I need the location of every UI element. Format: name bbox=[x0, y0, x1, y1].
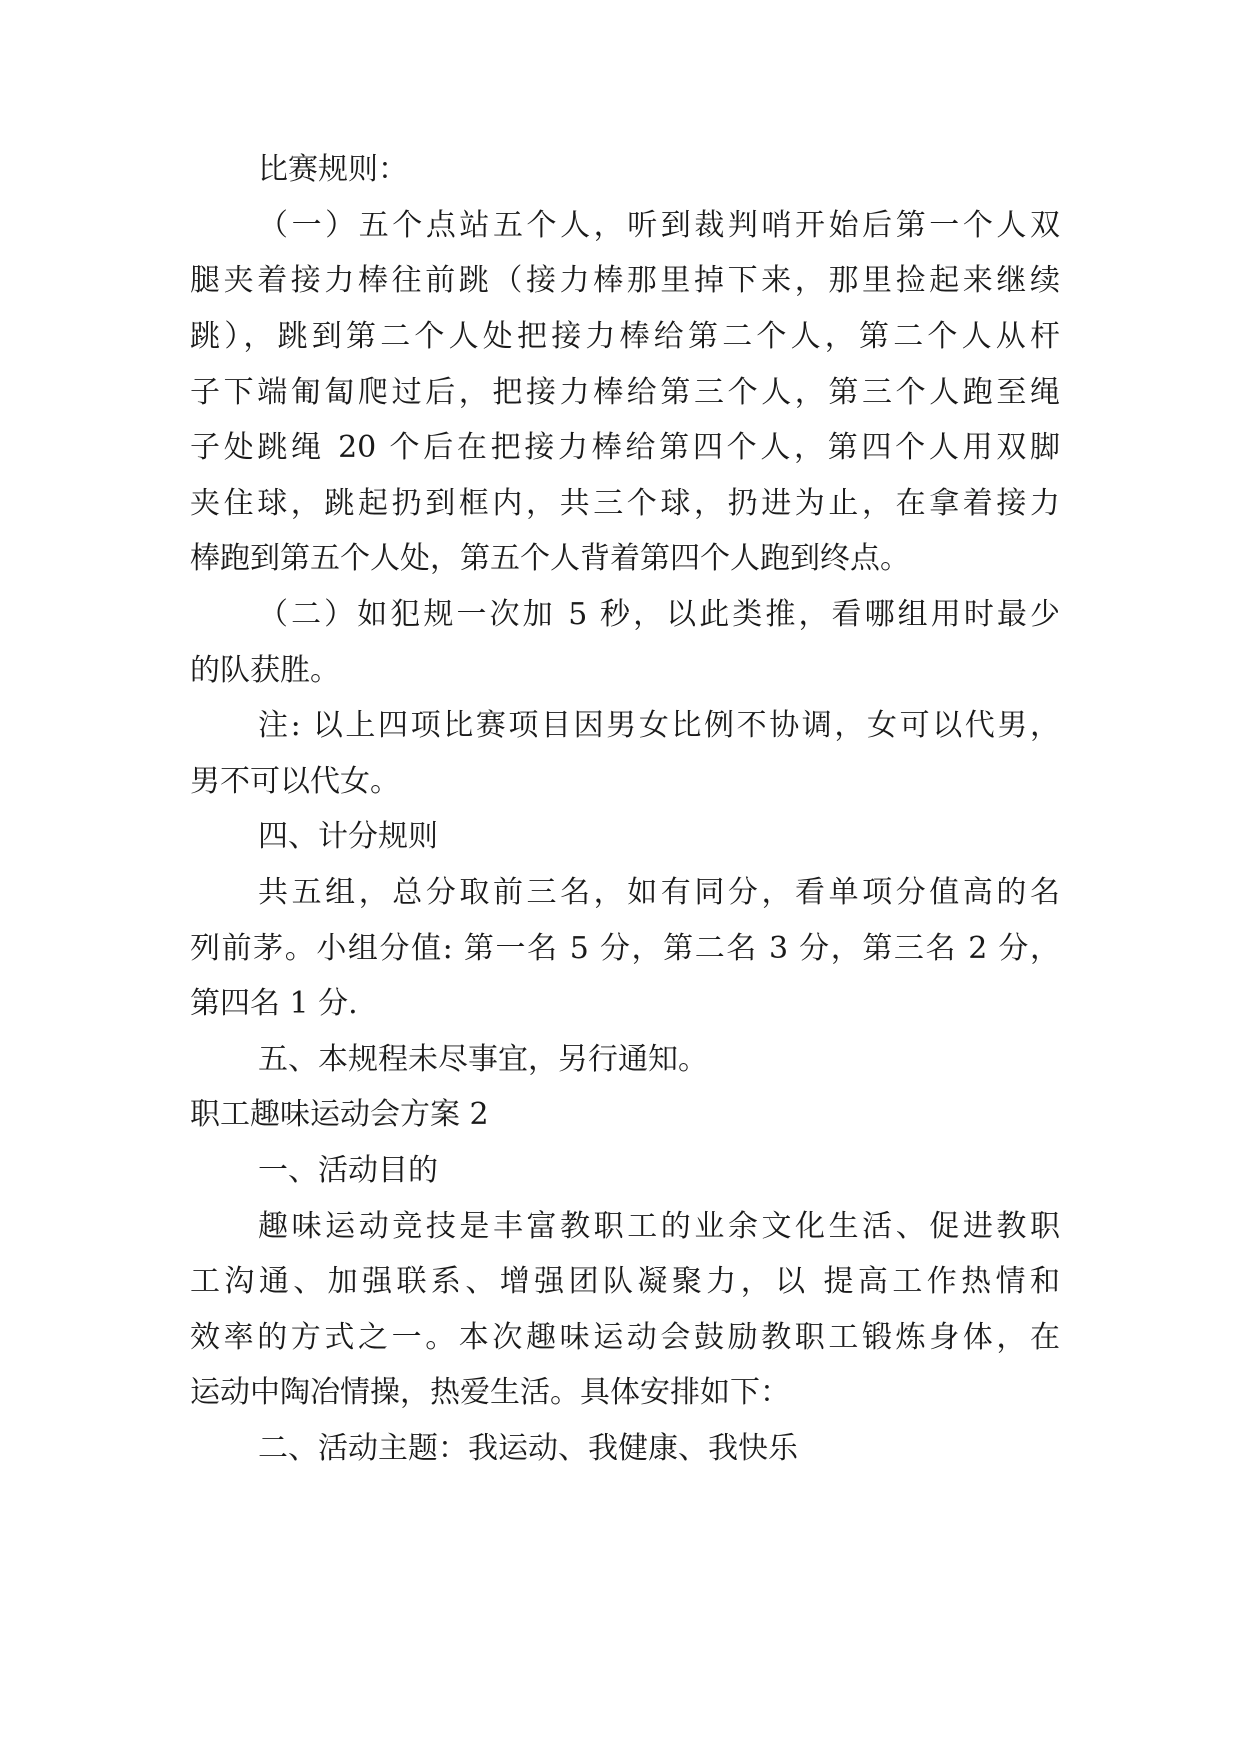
text-line-scoring: 共五组，总分取前三名，如有同分，看单项分值高的名 bbox=[258, 875, 1060, 910]
text-line: 跳），跳到第二个人处把接力棒给第二个人，第二个人从杆 bbox=[190, 319, 1060, 354]
text-line: 子处跳绳 20 个后在把接力棒给第四个人，第四个人用双脚 bbox=[190, 430, 1060, 465]
text-line-rule-one: （一）五个点站五个人，听到裁判哨开始后第一个人双 bbox=[258, 208, 1060, 243]
text-line: 棒跑到第五个人处，第五个人背着第四个人跑到终点。 bbox=[190, 541, 910, 576]
text-line: 子下端匍匐爬过后，把接力棒给第三个人，第三个人跑至绳 bbox=[190, 375, 1060, 410]
section-heading-misc: 五、本规程未尽事宜，另行通知。 bbox=[258, 1042, 708, 1077]
text-line: 夹住球，跳起扔到框内，共三个球，扔进为止，在拿着接力 bbox=[190, 486, 1060, 521]
text-line-rule-two: （二）如犯规一次加 5 秒，以此类推，看哪组用时最少 bbox=[258, 597, 1060, 632]
text-line: 的队获胜。 bbox=[190, 653, 340, 688]
text-line: 腿夹着接力棒往前跳（接力棒那里掉下来，那里捡起来继续 bbox=[190, 263, 1060, 298]
text-line: 运动中陶冶情操，热爱生活。具体安排如下： bbox=[190, 1375, 790, 1410]
document-title-plan-2: 职工趣味运动会方案 2 bbox=[190, 1097, 489, 1132]
text-line-note: 注: 以上四项比赛项目因男女比例不协调，女可以代男， bbox=[258, 708, 1060, 743]
text-line-purpose: 趣味运动竞技是丰富教职工的业余文化生活、促进教职 bbox=[258, 1209, 1060, 1244]
text-line-rules-heading: 比赛规则： bbox=[258, 152, 408, 187]
text-line: 效率的方式之一。本次趣味运动会鼓励教职工锻炼身体，在 bbox=[190, 1320, 1060, 1355]
section-heading-theme: 二、活动主题：我运动、我健康、我快乐 bbox=[258, 1431, 798, 1466]
text-line: 男不可以代女。 bbox=[190, 764, 400, 799]
text-line: 第四名 1 分. bbox=[190, 986, 358, 1021]
text-line: 列前茅。小组分值: 第一名 5 分，第二名 3 分，第三名 2 分， bbox=[190, 931, 1060, 966]
text-line: 工沟通、加强联系、增强团队凝聚力，以 提高工作热情和 bbox=[190, 1264, 1060, 1299]
section-heading-scoring: 四、计分规则 bbox=[258, 819, 438, 854]
section-heading-purpose: 一、活动目的 bbox=[258, 1153, 438, 1188]
